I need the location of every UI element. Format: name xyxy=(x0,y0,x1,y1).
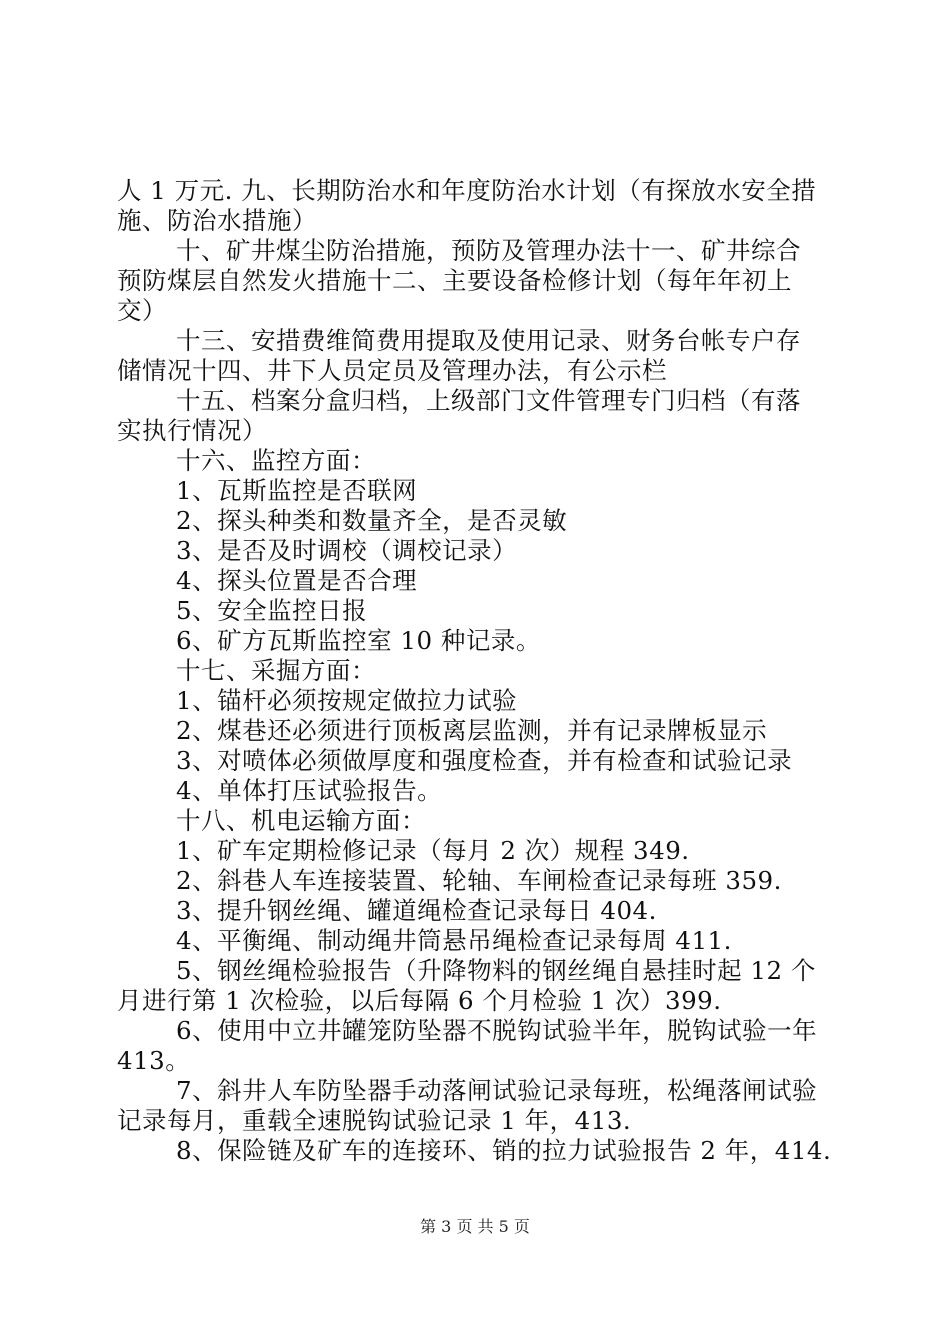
document-line: 3、提升钢丝绳、罐道绳检查记录每日 404. xyxy=(176,896,657,925)
document-line: 1、矿车定期检修记录（每月 2 次）规程 349. xyxy=(176,836,690,865)
document-line: 2、斜巷人车连接装置、轮轴、车闸检查记录每班 359. xyxy=(176,866,782,895)
document-line: 实执行情况） xyxy=(117,416,267,445)
document-line: 储情况十四、井下人员定员及管理办法，有公示栏 xyxy=(117,356,667,385)
document-line: 十三、安措费维简费用提取及使用记录、财务台帐专户存 xyxy=(176,326,801,355)
document-line: 7、斜井人车防坠器手动落闸试验记录每班，松绳落闸试验 xyxy=(176,1076,818,1105)
document-line: 十、矿井煤尘防治措施，预防及管理办法十一、矿井综合 xyxy=(176,236,801,265)
document-line: 交） xyxy=(117,296,167,325)
document-line: 4、平衡绳、制动绳井筒悬吊绳检查记录每周 411. xyxy=(176,926,732,955)
document-line: 3、对喷体必须做厚度和强度检查，并有检查和试验记录 xyxy=(176,746,793,775)
document-line: 6、矿方瓦斯监控室 10 种记录。 xyxy=(176,626,541,655)
document-line: 4、探头位置是否合理 xyxy=(176,566,418,595)
document-line: 记录每月，重载全速脱钩试验记录 1 年，413. xyxy=(117,1106,632,1135)
document-line: 2、探头种类和数量齐全，是否灵敏 xyxy=(176,506,568,535)
document-line: 2、煤巷还必须进行顶板离层监测，并有记录牌板显示 xyxy=(176,716,768,745)
document-line: 5、钢丝绳检验报告（升降物料的钢丝绳自悬挂时起 12 个 xyxy=(176,956,816,985)
document-line: 5、安全监控日报 xyxy=(176,596,368,625)
document-body xyxy=(117,176,833,1166)
document-line: 6、使用中立井罐笼防坠器不脱钩试验半年，脱钩试验一年 xyxy=(176,1016,818,1045)
document-line: 十五、档案分盒归档，上级部门文件管理专门归档（有落 xyxy=(176,386,801,415)
page-footer: 第 3 页 共 5 页 xyxy=(420,1217,530,1236)
document-line: 8、保险链及矿车的连接环、销的拉力试验报告 2 年，414. xyxy=(176,1136,832,1165)
document-line: 3、是否及时调校（调校记录） xyxy=(176,536,518,565)
document-line: 413。 xyxy=(117,1046,191,1075)
document-line: 1、锚杆必须按规定做拉力试验 xyxy=(176,686,518,715)
document-line: 十六、监控方面： xyxy=(176,446,376,475)
document-line: 人 1 万元. 九、长期防治水和年度防治水计划（有探放水安全措 xyxy=(117,176,817,205)
document-line: 十八、机电运输方面： xyxy=(176,806,426,835)
document-line: 月进行第 1 次检验，以后每隔 6 个月检验 1 次）399. xyxy=(117,986,722,1015)
document-line: 预防煤层自然发火措施十二、主要设备检修计划（每年年初上 xyxy=(117,266,792,295)
document-line: 十七、采掘方面： xyxy=(176,656,376,685)
document-line: 施、防治水措施） xyxy=(117,206,317,235)
document-line: 4、单体打压试验报告。 xyxy=(176,776,443,805)
document-line: 1、瓦斯监控是否联网 xyxy=(176,476,418,505)
